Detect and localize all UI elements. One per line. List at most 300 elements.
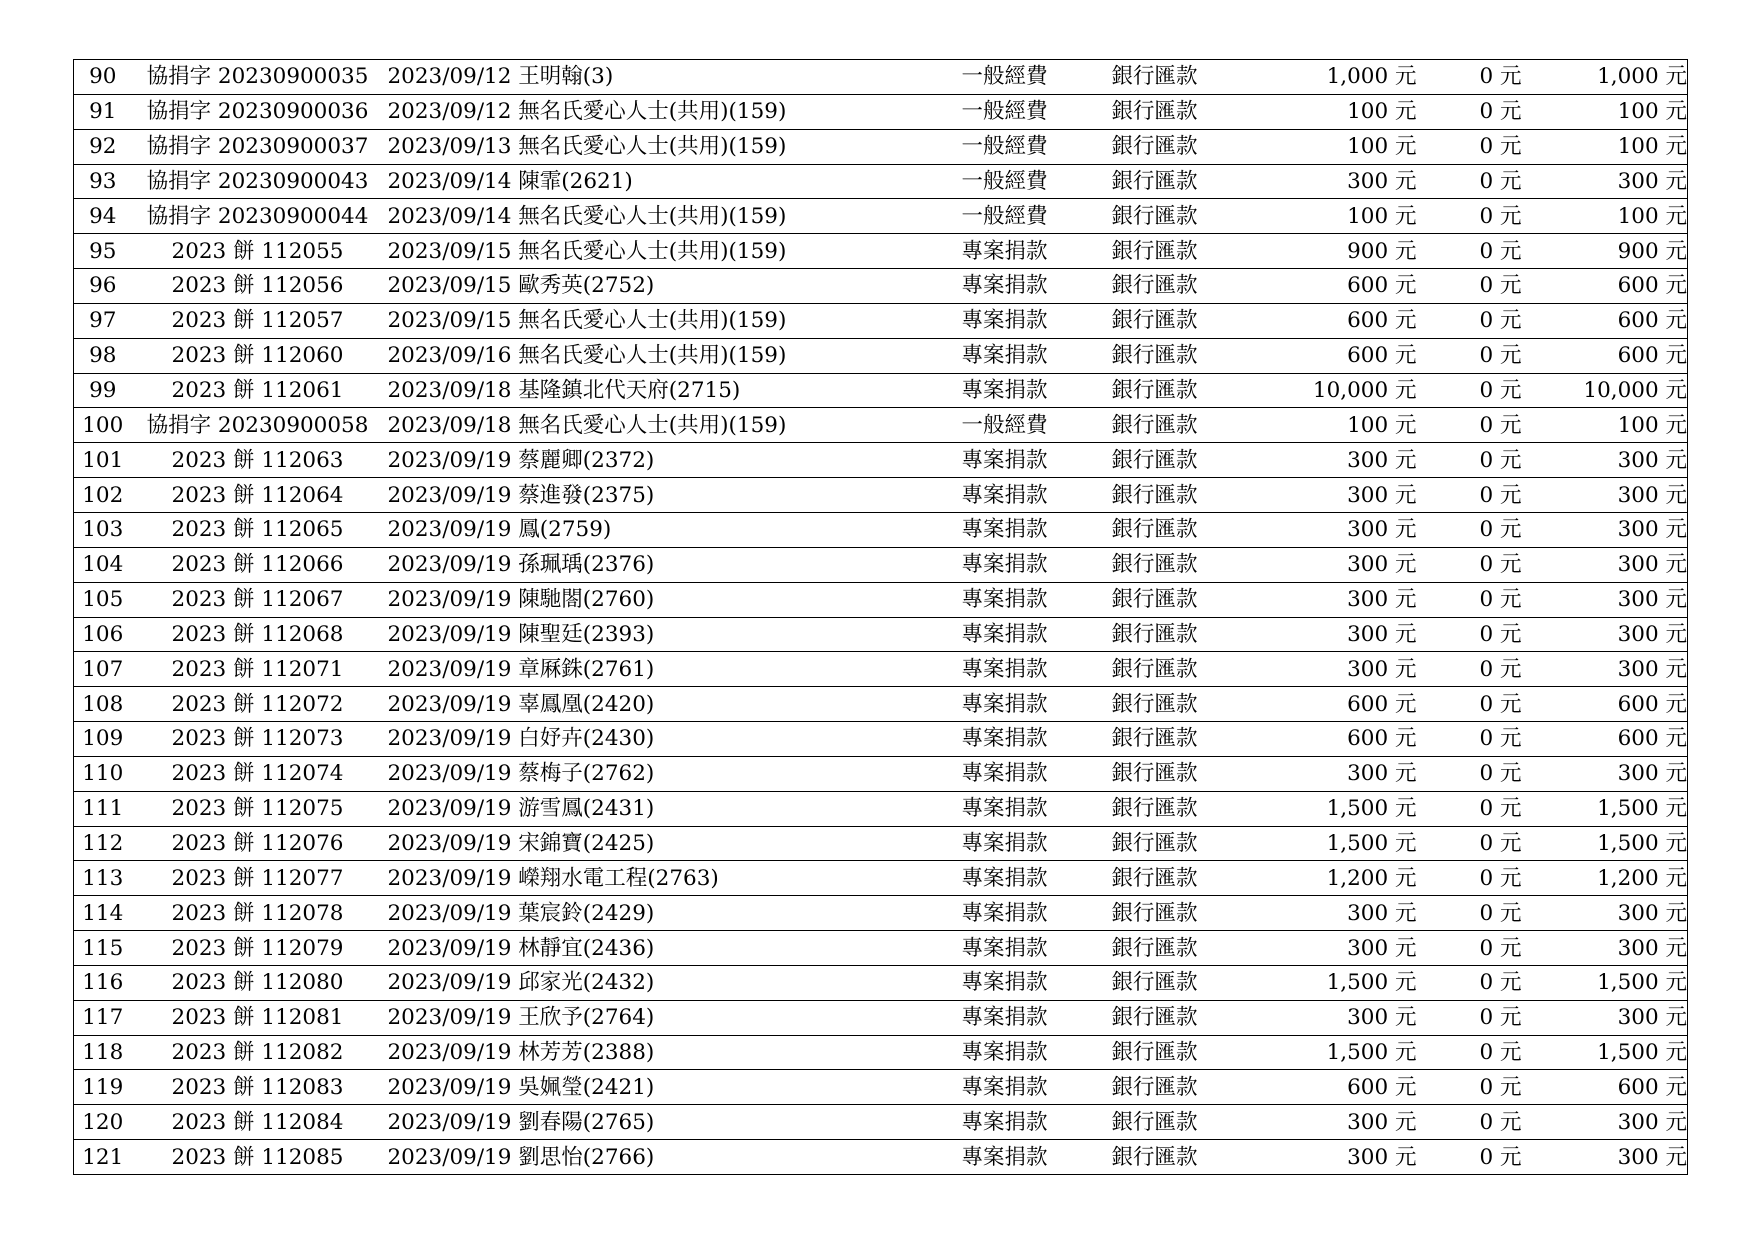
donation-date: 2023/09/19: [387, 1074, 512, 1100]
receipt-number: 2023 餅 112078: [132, 896, 384, 931]
fee-amount: 0 元: [1417, 547, 1522, 582]
row-number: 110: [74, 756, 132, 791]
net-amount: 1,000 元: [1522, 60, 1688, 95]
payment-method: 銀行匯款: [1092, 269, 1252, 304]
ledger-body: [74, 60, 1688, 1175]
donation-date: 2023/09/19: [387, 517, 512, 543]
net-amount: 100 元: [1522, 199, 1688, 234]
net-amount: 300 元: [1522, 896, 1688, 931]
table-row: [74, 478, 1688, 513]
donation-category: 專案捐款: [944, 861, 1092, 896]
receipt-number: 協捐字 20230900035: [132, 60, 384, 95]
net-amount: 1,200 元: [1522, 861, 1688, 896]
donor-name: 陳聖廷(2393): [518, 621, 655, 647]
donor-name: 吳姵瑩(2421): [518, 1074, 655, 1100]
donor-name: 宋錦寶(2425): [518, 830, 655, 856]
donation-date: 2023/09/15: [387, 273, 512, 299]
donation-amount: 600 元: [1252, 1070, 1417, 1105]
fee-amount: 0 元: [1417, 408, 1522, 443]
payment-method: 銀行匯款: [1092, 791, 1252, 826]
payment-method: 銀行匯款: [1092, 94, 1252, 129]
table-row: [74, 164, 1688, 199]
donation-date: 2023/09/19: [387, 830, 512, 856]
receipt-number: 2023 餅 112061: [132, 373, 384, 408]
fee-amount: 0 元: [1417, 373, 1522, 408]
row-number: 120: [74, 1105, 132, 1140]
payment-method: 銀行匯款: [1092, 756, 1252, 791]
row-number: 94: [74, 199, 132, 234]
donor-name: 無名氏愛心人士(共用)(159): [518, 343, 787, 369]
row-number: 109: [74, 722, 132, 757]
net-amount: 600 元: [1522, 338, 1688, 373]
row-number: 119: [74, 1070, 132, 1105]
row-number: 114: [74, 896, 132, 931]
receipt-number: 2023 餅 112076: [132, 826, 384, 861]
payment-method: 銀行匯款: [1092, 478, 1252, 513]
table-row: [74, 234, 1688, 269]
table-row: [74, 303, 1688, 338]
donation-date: 2023/09/19: [387, 865, 512, 891]
date-and-donor: [384, 756, 944, 791]
donation-amount: 100 元: [1252, 408, 1417, 443]
donation-category: 專案捐款: [944, 547, 1092, 582]
payment-method: 銀行匯款: [1092, 896, 1252, 931]
receipt-number: 2023 餅 112074: [132, 756, 384, 791]
fee-amount: 0 元: [1417, 791, 1522, 826]
donation-date: 2023/09/19: [387, 621, 512, 647]
row-number: 105: [74, 582, 132, 617]
table-row: [74, 861, 1688, 896]
net-amount: 10,000 元: [1522, 373, 1688, 408]
fee-amount: 0 元: [1417, 1035, 1522, 1070]
net-amount: 300 元: [1522, 512, 1688, 547]
receipt-number: 2023 餅 112057: [132, 303, 384, 338]
net-amount: 1,500 元: [1522, 1035, 1688, 1070]
row-number: 98: [74, 338, 132, 373]
fee-amount: 0 元: [1417, 687, 1522, 722]
donor-name: 林靜宜(2436): [518, 935, 655, 961]
row-number: 107: [74, 652, 132, 687]
row-number: 102: [74, 478, 132, 513]
donation-amount: 300 元: [1252, 164, 1417, 199]
date-and-donor: [384, 164, 944, 199]
table-row: [74, 791, 1688, 826]
net-amount: 600 元: [1522, 269, 1688, 304]
donation-date: 2023/09/19: [387, 656, 512, 682]
row-number: 106: [74, 617, 132, 652]
donation-amount: 1,500 元: [1252, 791, 1417, 826]
donor-name: 陳霏(2621): [518, 168, 633, 194]
receipt-number: 2023 餅 112063: [132, 443, 384, 478]
donation-amount: 300 元: [1252, 512, 1417, 547]
donation-category: 一般經費: [944, 94, 1092, 129]
donation-amount: 300 元: [1252, 896, 1417, 931]
date-and-donor: [384, 269, 944, 304]
table-row: [74, 408, 1688, 443]
table-row: [74, 896, 1688, 931]
donation-date: 2023/09/12: [387, 64, 512, 90]
donor-name: 無名氏愛心人士(共用)(159): [518, 308, 787, 334]
date-and-donor: [384, 965, 944, 1000]
donation-date: 2023/09/19: [387, 970, 512, 996]
donation-date: 2023/09/13: [387, 134, 512, 160]
payment-method: 銀行匯款: [1092, 931, 1252, 966]
donation-date: 2023/09/19: [387, 796, 512, 822]
date-and-donor: [384, 617, 944, 652]
fee-amount: 0 元: [1417, 931, 1522, 966]
table-row: [74, 443, 1688, 478]
date-and-donor: [384, 373, 944, 408]
receipt-number: 2023 餅 112072: [132, 687, 384, 722]
fee-amount: 0 元: [1417, 756, 1522, 791]
donor-name: 鳳(2759): [518, 517, 612, 543]
date-and-donor: [384, 1070, 944, 1105]
receipt-number: 2023 餅 112077: [132, 861, 384, 896]
donation-amount: 300 元: [1252, 756, 1417, 791]
payment-method: 銀行匯款: [1092, 547, 1252, 582]
payment-method: 銀行匯款: [1092, 652, 1252, 687]
table-row: [74, 547, 1688, 582]
date-and-donor: [384, 129, 944, 164]
receipt-number: 2023 餅 112056: [132, 269, 384, 304]
donation-amount: 600 元: [1252, 303, 1417, 338]
donation-amount: 100 元: [1252, 129, 1417, 164]
donation-category: 專案捐款: [944, 756, 1092, 791]
net-amount: 100 元: [1522, 408, 1688, 443]
donation-amount: 300 元: [1252, 617, 1417, 652]
fee-amount: 0 元: [1417, 303, 1522, 338]
donor-name: 王明翰(3): [518, 64, 614, 90]
donation-category: 專案捐款: [944, 826, 1092, 861]
payment-method: 銀行匯款: [1092, 408, 1252, 443]
donation-date: 2023/09/15: [387, 308, 512, 334]
donation-date: 2023/09/19: [387, 1144, 512, 1170]
net-amount: 600 元: [1522, 303, 1688, 338]
receipt-number: 協捐字 20230900037: [132, 129, 384, 164]
donor-name: 無名氏愛心人士(共用)(159): [518, 99, 787, 125]
donation-category: 一般經費: [944, 408, 1092, 443]
receipt-number: 2023 餅 112080: [132, 965, 384, 1000]
table-row: [74, 1035, 1688, 1070]
donation-category: 專案捐款: [944, 478, 1092, 513]
date-and-donor: [384, 687, 944, 722]
table-row: [74, 617, 1688, 652]
donation-amount: 600 元: [1252, 687, 1417, 722]
date-and-donor: [384, 60, 944, 95]
donation-category: 一般經費: [944, 129, 1092, 164]
table-row: [74, 1070, 1688, 1105]
date-and-donor: [384, 199, 944, 234]
donation-category: 專案捐款: [944, 443, 1092, 478]
donation-category: 專案捐款: [944, 722, 1092, 757]
donor-name: 白妤卉(2430): [518, 726, 655, 752]
table-row: [74, 60, 1688, 95]
receipt-number: 2023 餅 112066: [132, 547, 384, 582]
date-and-donor: [384, 791, 944, 826]
donation-category: 一般經費: [944, 164, 1092, 199]
donation-date: 2023/09/14: [387, 203, 512, 229]
date-and-donor: [384, 1000, 944, 1035]
date-and-donor: [384, 582, 944, 617]
row-number: 112: [74, 826, 132, 861]
donor-name: 游雪鳳(2431): [518, 796, 655, 822]
fee-amount: 0 元: [1417, 1070, 1522, 1105]
payment-method: 銀行匯款: [1092, 129, 1252, 164]
donor-name: 無名氏愛心人士(共用)(159): [518, 412, 787, 438]
date-and-donor: [384, 443, 944, 478]
donor-name: 劉春陽(2765): [518, 1109, 655, 1135]
donor-name: 辜鳳凰(2420): [518, 691, 655, 717]
row-number: 121: [74, 1140, 132, 1175]
receipt-number: 2023 餅 112084: [132, 1105, 384, 1140]
payment-method: 銀行匯款: [1092, 687, 1252, 722]
row-number: 93: [74, 164, 132, 199]
donation-date: 2023/09/15: [387, 238, 512, 264]
donor-name: 歐秀英(2752): [518, 273, 655, 299]
donation-category: 專案捐款: [944, 1105, 1092, 1140]
donation-amount: 1,500 元: [1252, 965, 1417, 1000]
date-and-donor: [384, 408, 944, 443]
table-row: [74, 582, 1688, 617]
fee-amount: 0 元: [1417, 129, 1522, 164]
net-amount: 300 元: [1522, 1105, 1688, 1140]
donation-amount: 1,500 元: [1252, 826, 1417, 861]
net-amount: 300 元: [1522, 617, 1688, 652]
donation-amount: 300 元: [1252, 652, 1417, 687]
row-number: 99: [74, 373, 132, 408]
table-row: [74, 129, 1688, 164]
date-and-donor: [384, 1105, 944, 1140]
donor-name: 基隆鎮北代天府(2715): [518, 378, 741, 404]
payment-method: 銀行匯款: [1092, 60, 1252, 95]
row-number: 97: [74, 303, 132, 338]
donor-name: 無名氏愛心人士(共用)(159): [518, 203, 787, 229]
fee-amount: 0 元: [1417, 896, 1522, 931]
donation-amount: 600 元: [1252, 722, 1417, 757]
receipt-number: 協捐字 20230900036: [132, 94, 384, 129]
table-row: [74, 722, 1688, 757]
net-amount: 100 元: [1522, 129, 1688, 164]
payment-method: 銀行匯款: [1092, 373, 1252, 408]
donation-amount: 1,200 元: [1252, 861, 1417, 896]
date-and-donor: [384, 826, 944, 861]
donation-category: 專案捐款: [944, 1000, 1092, 1035]
row-number: 100: [74, 408, 132, 443]
net-amount: 600 元: [1522, 1070, 1688, 1105]
fee-amount: 0 元: [1417, 722, 1522, 757]
net-amount: 300 元: [1522, 1140, 1688, 1175]
donation-amount: 10,000 元: [1252, 373, 1417, 408]
donor-name: 章厤銖(2761): [518, 656, 655, 682]
donation-category: 專案捐款: [944, 582, 1092, 617]
donation-amount: 300 元: [1252, 1140, 1417, 1175]
donor-name: 無名氏愛心人士(共用)(159): [518, 238, 787, 264]
fee-amount: 0 元: [1417, 338, 1522, 373]
net-amount: 600 元: [1522, 687, 1688, 722]
donation-date: 2023/09/19: [387, 726, 512, 752]
net-amount: 1,500 元: [1522, 791, 1688, 826]
donation-amount: 900 元: [1252, 234, 1417, 269]
donor-name: 王欣予(2764): [518, 1005, 655, 1031]
fee-amount: 0 元: [1417, 60, 1522, 95]
net-amount: 300 元: [1522, 1000, 1688, 1035]
donation-date: 2023/09/19: [387, 587, 512, 613]
fee-amount: 0 元: [1417, 861, 1522, 896]
donation-amount: 300 元: [1252, 478, 1417, 513]
donation-category: 專案捐款: [944, 896, 1092, 931]
donor-name: 葉宸鈴(2429): [518, 900, 655, 926]
donation-date: 2023/09/19: [387, 691, 512, 717]
row-number: 91: [74, 94, 132, 129]
table-row: [74, 965, 1688, 1000]
fee-amount: 0 元: [1417, 94, 1522, 129]
fee-amount: 0 元: [1417, 512, 1522, 547]
donor-name: 無名氏愛心人士(共用)(159): [518, 134, 787, 160]
row-number: 96: [74, 269, 132, 304]
net-amount: 1,500 元: [1522, 826, 1688, 861]
fee-amount: 0 元: [1417, 164, 1522, 199]
fee-amount: 0 元: [1417, 965, 1522, 1000]
donation-amount: 1,500 元: [1252, 1035, 1417, 1070]
receipt-number: 2023 餅 112085: [132, 1140, 384, 1175]
date-and-donor: [384, 303, 944, 338]
net-amount: 1,500 元: [1522, 965, 1688, 1000]
donation-category: 專案捐款: [944, 1140, 1092, 1175]
row-number: 103: [74, 512, 132, 547]
receipt-number: 2023 餅 112079: [132, 931, 384, 966]
donor-name: 邱家光(2432): [518, 970, 655, 996]
payment-method: 銀行匯款: [1092, 338, 1252, 373]
table-row: [74, 512, 1688, 547]
donation-date: 2023/09/19: [387, 900, 512, 926]
net-amount: 100 元: [1522, 94, 1688, 129]
donation-category: 專案捐款: [944, 965, 1092, 1000]
date-and-donor: [384, 896, 944, 931]
receipt-number: 2023 餅 112055: [132, 234, 384, 269]
row-number: 116: [74, 965, 132, 1000]
payment-method: 銀行匯款: [1092, 965, 1252, 1000]
net-amount: 300 元: [1522, 164, 1688, 199]
fee-amount: 0 元: [1417, 617, 1522, 652]
donation-date: 2023/09/19: [387, 552, 512, 578]
row-number: 92: [74, 129, 132, 164]
payment-method: 銀行匯款: [1092, 303, 1252, 338]
table-row: [74, 94, 1688, 129]
donation-date: 2023/09/12: [387, 99, 512, 125]
receipt-number: 2023 餅 112060: [132, 338, 384, 373]
payment-method: 銀行匯款: [1092, 861, 1252, 896]
net-amount: 300 元: [1522, 582, 1688, 617]
row-number: 115: [74, 931, 132, 966]
donation-amount: 600 元: [1252, 269, 1417, 304]
donation-amount: 300 元: [1252, 931, 1417, 966]
donation-category: 專案捐款: [944, 269, 1092, 304]
donation-category: 專案捐款: [944, 373, 1092, 408]
donor-name: 蔡進發(2375): [518, 482, 655, 508]
donation-amount: 300 元: [1252, 1105, 1417, 1140]
date-and-donor: [384, 652, 944, 687]
table-row: [74, 373, 1688, 408]
date-and-donor: [384, 861, 944, 896]
row-number: 108: [74, 687, 132, 722]
date-and-donor: [384, 234, 944, 269]
donation-date: 2023/09/16: [387, 343, 512, 369]
receipt-number: 2023 餅 112068: [132, 617, 384, 652]
row-number: 95: [74, 234, 132, 269]
donation-amount: 1,000 元: [1252, 60, 1417, 95]
payment-method: 銀行匯款: [1092, 234, 1252, 269]
fee-amount: 0 元: [1417, 443, 1522, 478]
donation-category: 專案捐款: [944, 791, 1092, 826]
payment-method: 銀行匯款: [1092, 1070, 1252, 1105]
receipt-number: 2023 餅 112083: [132, 1070, 384, 1105]
row-number: 101: [74, 443, 132, 478]
donation-category: 專案捐款: [944, 1070, 1092, 1105]
payment-method: 銀行匯款: [1092, 617, 1252, 652]
donation-category: 專案捐款: [944, 338, 1092, 373]
donor-name: 林芳芳(2388): [518, 1040, 655, 1066]
donation-date: 2023/09/18: [387, 412, 512, 438]
payment-method: 銀行匯款: [1092, 512, 1252, 547]
receipt-number: 協捐字 20230900058: [132, 408, 384, 443]
date-and-donor: [384, 478, 944, 513]
donor-name: 劉思怡(2766): [518, 1144, 655, 1170]
row-number: 118: [74, 1035, 132, 1070]
payment-method: 銀行匯款: [1092, 1035, 1252, 1070]
table-row: [74, 1000, 1688, 1035]
donation-amount: 300 元: [1252, 547, 1417, 582]
donation-date: 2023/09/19: [387, 935, 512, 961]
donation-category: 專案捐款: [944, 234, 1092, 269]
donation-amount: 300 元: [1252, 1000, 1417, 1035]
receipt-number: 2023 餅 112067: [132, 582, 384, 617]
payment-method: 銀行匯款: [1092, 722, 1252, 757]
row-number: 111: [74, 791, 132, 826]
donation-amount: 300 元: [1252, 443, 1417, 478]
donation-category: 專案捐款: [944, 1035, 1092, 1070]
donation-date: 2023/09/19: [387, 1005, 512, 1031]
table-row: [74, 199, 1688, 234]
donation-date: 2023/09/14: [387, 168, 512, 194]
date-and-donor: [384, 1035, 944, 1070]
net-amount: 600 元: [1522, 722, 1688, 757]
fee-amount: 0 元: [1417, 1140, 1522, 1175]
net-amount: 300 元: [1522, 443, 1688, 478]
row-number: 104: [74, 547, 132, 582]
table-row: [74, 338, 1688, 373]
donation-ledger-table: [73, 59, 1688, 1175]
fee-amount: 0 元: [1417, 1000, 1522, 1035]
donation-date: 2023/09/19: [387, 447, 512, 473]
receipt-number: 2023 餅 112073: [132, 722, 384, 757]
fee-amount: 0 元: [1417, 1105, 1522, 1140]
table-row: [74, 652, 1688, 687]
payment-method: 銀行匯款: [1092, 199, 1252, 234]
date-and-donor: [384, 547, 944, 582]
donation-category: 專案捐款: [944, 617, 1092, 652]
receipt-number: 協捐字 20230900043: [132, 164, 384, 199]
fee-amount: 0 元: [1417, 199, 1522, 234]
net-amount: 300 元: [1522, 547, 1688, 582]
receipt-number: 2023 餅 112064: [132, 478, 384, 513]
net-amount: 300 元: [1522, 652, 1688, 687]
net-amount: 300 元: [1522, 478, 1688, 513]
donation-category: 專案捐款: [944, 652, 1092, 687]
donation-amount: 300 元: [1252, 582, 1417, 617]
fee-amount: 0 元: [1417, 234, 1522, 269]
payment-method: 銀行匯款: [1092, 1000, 1252, 1035]
payment-method: 銀行匯款: [1092, 1105, 1252, 1140]
